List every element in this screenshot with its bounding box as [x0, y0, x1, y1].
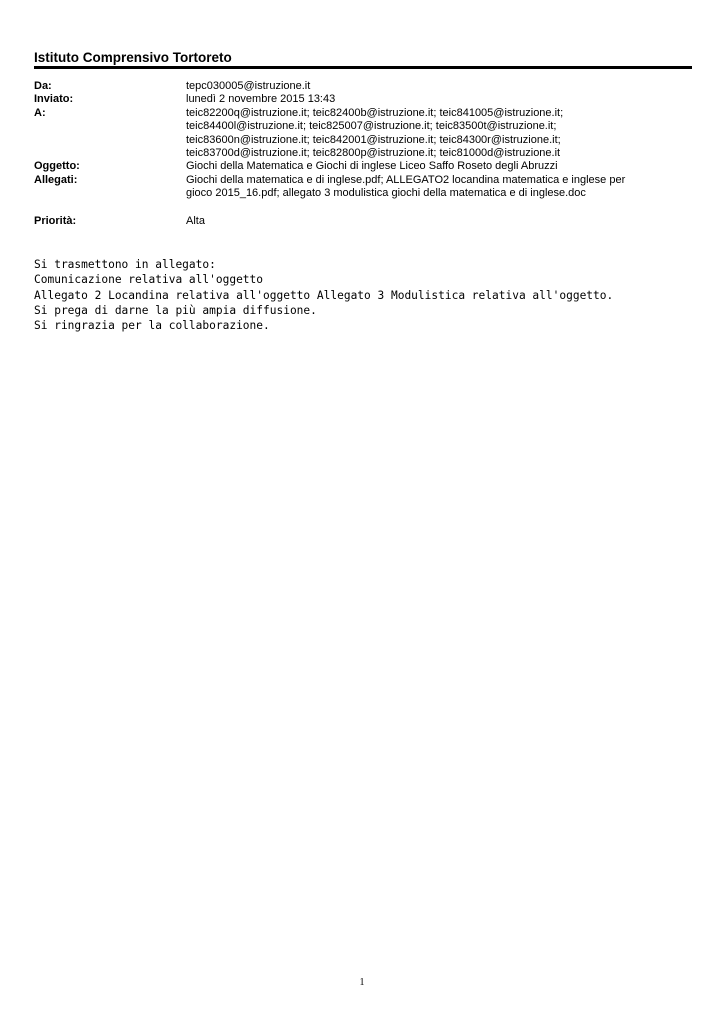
email-header-table — [34, 80, 694, 228]
to-line: teic83600n@istruzione.it; teic842001@istruzione.it; teic84300r@istruzione.it; — [186, 133, 561, 146]
from-value: tepc030005@istruzione.it — [186, 80, 311, 92]
subject-label: Oggetto: — [34, 160, 80, 173]
to-row — [34, 107, 694, 161]
body-line: Si prega di darne la più ampia diffusione. — [34, 303, 317, 317]
body-line: Allegato 2 Locandina relativa all'oggetto Allegato 3 Modulistica relativa all'oggetto. — [34, 288, 614, 302]
to-label: A: — [34, 106, 46, 119]
body-line: Si trasmettono in allegato: — [34, 258, 216, 271]
spacer-row — [34, 201, 694, 215]
subject-value: Giochi della Matematica e Giochi di inglese Liceo Saffo Roseto degli Abruzzi — [186, 160, 558, 173]
to-line: teic83700d@istruzione.it; teic82800p@istruzione.it; teic81000d@istruzione.it — [186, 147, 561, 160]
page-number: 1 — [359, 977, 365, 988]
attachments-row — [34, 174, 694, 201]
attachment-line: gioco 2015_16.pdf; allegato 3 modulistica giochi della matematica e di inglese.doc — [186, 187, 586, 200]
from-row — [34, 80, 694, 93]
priority-row — [34, 215, 694, 228]
attachment-line: Giochi della matematica e di inglese.pdf; ALLEGATO2 locandina matematica e inglese per — [186, 173, 626, 186]
attachments-label: Allegati: — [34, 173, 78, 186]
attachments-value — [186, 174, 694, 201]
title-divider — [34, 66, 692, 69]
to-line: teic84400l@istruzione.it; teic825007@istruzione.it; teic83500t@istruzione.it; — [186, 120, 557, 133]
sent-label: Inviato: — [34, 93, 74, 106]
to-value — [186, 107, 694, 161]
page-title: Istituto Comprensivo Tortoreto — [34, 50, 232, 65]
priority-label: Priorità: — [34, 214, 77, 227]
sent-row — [34, 93, 694, 106]
body-line: Comunicazione relativa all'oggetto — [34, 273, 264, 287]
to-line: teic82200q@istruzione.it; teic82400b@istruzione.it; teic841005@istruzione.it; — [186, 106, 564, 119]
subject-row — [34, 160, 694, 173]
priority-value: Alta — [186, 214, 205, 227]
from-label: Da: — [34, 80, 52, 92]
email-body — [34, 257, 613, 333]
sent-value: lunedì 2 novembre 2015 13:43 — [186, 93, 336, 106]
body-line: Si ringrazia per la collaborazione. — [34, 319, 270, 333]
